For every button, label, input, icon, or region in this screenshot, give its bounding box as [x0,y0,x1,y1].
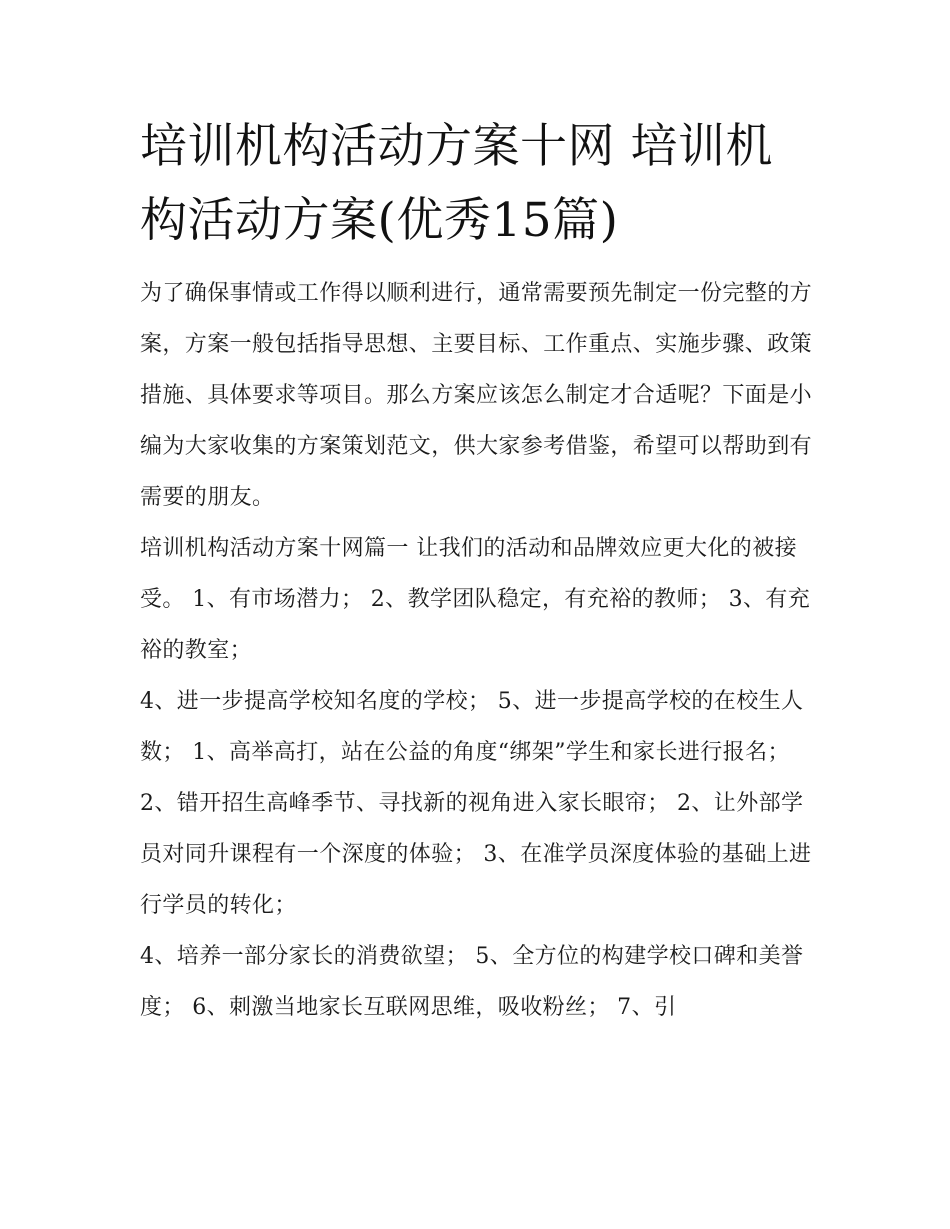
paragraph-section-4: 4、培养一部分家长的消费欲望； 5、全方位的构建学校口碑和美誉度； 6、刺激当地家长互联网思维，吸收粉丝； 7、引 [140,944,804,1020]
paragraph-section-1: 培训机构活动方案十网篇一 让我们的活动和品牌效应更大化的被接受。 1、有市场潜力； 2、教学团队稳定，有充裕的教师； 3、有充裕的教室； [140,536,811,663]
paragraph-intro: 为了确保事情或工作得以顺利进行，通常需要预先制定一份完整的方案，方案一般包括指导思想、主要目标、工作重点、实施步骤、政策措施、具体要求等项目。那么方案应该怎么制定才合适呢？下面是小编为大家收集的方案策划范文，供大家参考借鉴，希望可以帮助到有需要的朋友。 [140,281,813,510]
document-body [140,110,820,1033]
document-title: 培训机构活动方案十网 培训机构活动方案(优秀15篇) [140,119,773,248]
paragraph-section-3: 2、错开招生高峰季节、寻找新的视角进入家长眼帘； 2、让外部学员对同升课程有一个深度的体验； 3、在准学员深度体验的基础上进行学员的转化； [140,791,812,918]
paragraph-section-2: 4、进一步提高学校知名度的学校； 5、进一步提高学校的在校生人数； 1、高举高打，站在公益的角度“绑架”学生和家长进行报名； [140,689,804,765]
